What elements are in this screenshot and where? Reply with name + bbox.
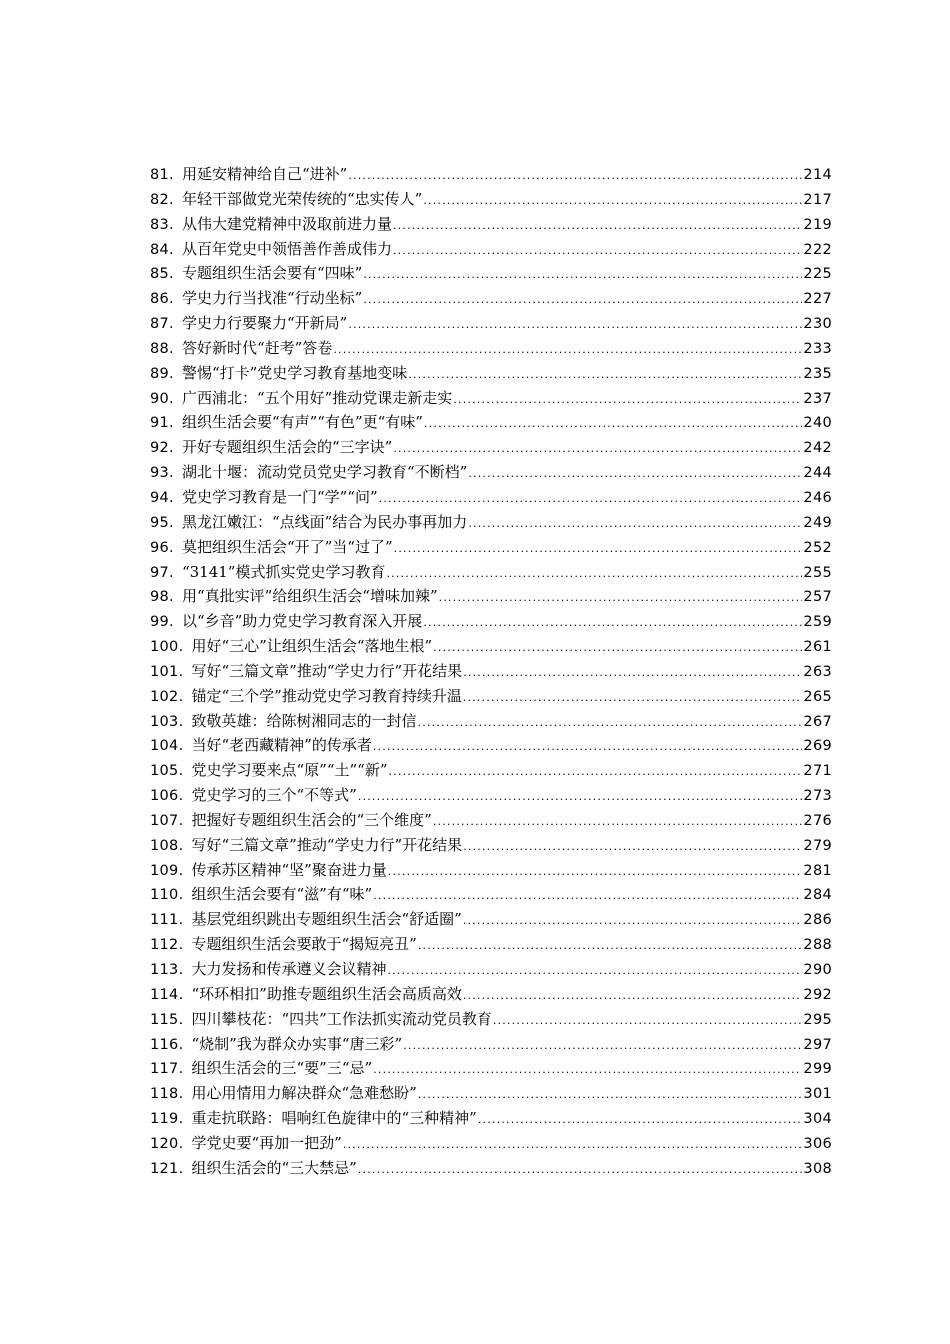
toc-entry-page-number: 263 [803,663,832,680]
toc-entry-number: 83. [150,216,174,233]
toc-entry-title: 组织生活会要“有声”“有色”更“有味” [181,413,423,432]
toc-entry-page-number: 273 [803,788,832,805]
toc-entry-page-number: 252 [803,539,832,556]
toc-entry[interactable] [150,1106,832,1131]
toc-entry[interactable] [150,1056,832,1081]
toc-entry-number: 120. [150,1135,184,1152]
toc-entry-title: 湖北十堰：流动党员党史学习教育“不断档” [181,463,468,482]
toc-entry-page-number: 242 [803,440,832,457]
toc-entry-number: 92. [150,440,174,457]
toc-dot-leader [418,934,803,959]
toc-entry-page-number: 286 [803,912,832,929]
toc-entry[interactable] [150,560,832,585]
toc-dot-leader [433,636,802,661]
toc-entry-page-number: 257 [803,589,832,606]
toc-dot-leader [468,512,802,537]
toc-entry-number: 97. [150,564,174,581]
toc-dot-leader [373,1058,802,1083]
toc-entry-number: 108. [150,837,184,854]
toc-entry-page-number: 261 [803,639,832,656]
toc-entry-number: 112. [150,937,184,954]
toc-dot-leader [394,537,803,562]
toc-entry[interactable] [150,709,832,734]
toc-dot-leader [358,1158,803,1183]
toc-dot-leader [333,338,802,363]
toc-entry-page-number: 214 [803,167,832,183]
toc-entry-number: 117. [150,1061,184,1078]
toc-entry-number: 99. [150,614,174,631]
toc-entry-title: 基层党组织跳出专题组织生活会“舒适圈” [191,910,462,929]
toc-entry-title: 专题组织生活会要有“四味” [181,264,363,283]
toc-dot-leader [389,760,803,785]
toc-dot-leader [388,959,803,984]
toc-dot-leader [393,214,802,239]
toc-entry-page-number: 271 [803,763,832,780]
toc-dot-leader [463,661,802,686]
toc-entry[interactable] [150,311,832,336]
toc-entry[interactable] [150,833,832,858]
toc-entry-number: 86. [150,291,174,308]
toc-entry-number: 95. [150,514,174,531]
toc-entry-page-number: 219 [803,216,832,233]
toc-dot-leader [393,437,802,462]
toc-entry-title: 从伟大建党精神中汲取前进力量 [181,214,392,233]
toc-entry[interactable] [150,162,832,187]
toc-entry-page-number: 237 [803,390,832,407]
toc-entry[interactable] [150,212,832,237]
toc-entry-title: 大力发扬和传承遵义会议精神 [191,960,387,978]
toc-entry-title: 写好“三篇文章”推动“学史力行”开花结果 [191,835,463,854]
toc-entry-page-number: 233 [803,340,832,357]
toc-entry-title: 党史学习教育是一门“学”“问” [181,487,378,506]
toc-entry-number: 109. [150,862,184,879]
toc-dot-leader [423,611,802,636]
toc-entry-title: 年轻干部做党光荣传统的“忠实传人” [181,189,423,208]
toc-entry[interactable] [150,932,832,957]
toc-entry[interactable] [150,609,832,634]
toc-entry[interactable] [150,808,832,833]
toc-dot-leader [343,1133,803,1158]
toc-entry-title: 学史力行当找准“行动坐标” [181,289,363,308]
toc-entry[interactable] [150,485,832,510]
toc-entry[interactable] [150,361,832,386]
toc-entry-title: 黑龙江嫩江：“点线面”结合为民办事再加力 [181,512,468,531]
toc-entry-title: 警惕“打卡”党史学习教育基地变味 [181,363,408,382]
toc-entry-title: 党史学习的三个“不等式” [191,786,357,805]
toc-entry-page-number: 292 [803,986,832,1003]
toc-dot-leader [379,487,803,512]
toc-entry[interactable] [150,1007,832,1032]
toc-entry[interactable] [150,187,832,212]
toc-entry-title: 以“乡音”助力党史学习教育深入开展 [181,612,423,631]
toc-entry-title: 学党史要“再加一把劲” [191,1133,342,1152]
toc-dot-leader [463,909,803,934]
toc-dot-leader [388,860,803,885]
toc-entry-title: 用心用情用力解决群众“急难愁盼” [191,1084,417,1103]
toc-entry-page-number: 269 [803,738,832,755]
toc-entry-page-number: 265 [803,688,832,705]
toc-entry-title: 党史学习要来点“原”“土”“新” [191,761,388,780]
toc-entry[interactable] [150,684,832,709]
toc-entry-page-number: 244 [803,465,832,482]
toc-entry-number: 85. [150,266,174,283]
toc-entry-title: “3141”模式抓实党史学习教育 [181,562,386,581]
toc-entry-page-number: 297 [803,1036,832,1053]
toc-entry-page-number: 306 [803,1135,832,1152]
toc-entry-title: 致敬英雄：给陈树湘同志的一封信 [191,711,417,730]
toc-dot-leader [433,810,803,835]
toc-entry-page-number: 281 [803,862,832,879]
toc-entry-title: 答好新时代“赶考”答卷 [181,338,333,357]
toc-entry-number: 114. [150,986,184,1003]
toc-entry-title: 传承苏区精神“坚”聚奋进力量 [191,860,387,879]
toc-dot-leader [418,1083,803,1108]
toc-entry-number: 102. [150,688,184,705]
toc-dot-leader [348,164,802,189]
toc-entry-number: 96. [150,539,174,556]
toc-dot-leader [424,412,802,437]
toc-entry[interactable] [150,957,832,982]
toc-dot-leader [408,363,802,388]
toc-dot-leader [358,785,803,810]
toc-entry-page-number: 295 [803,1011,832,1028]
toc-entry-number: 90. [150,390,174,407]
toc-entry-title: 重走抗联路：唱响红色旋律中的“三种精神” [191,1109,477,1128]
toc-entry-title: 用延安精神给自己“进补” [181,165,348,183]
toc-entry-number: 106. [150,788,184,805]
toc-entry-number: 111. [150,912,184,929]
toc-entry-title: 组织生活会的“三大禁忌” [191,1158,357,1177]
toc-entry-number: 115. [150,1011,184,1028]
toc-entry-number: 93. [150,465,174,482]
toc-entry[interactable] [150,882,832,907]
toc-entry-title: 把握好专题组织生活会的“三个维度” [191,810,432,829]
toc-entry-number: 91. [150,415,174,432]
toc-entry[interactable] [150,858,832,883]
toc-entry-page-number: 217 [803,191,832,208]
toc-dot-leader [468,462,802,487]
toc-entry[interactable] [150,1032,832,1057]
toc-entry-number: 94. [150,489,174,506]
toc-entry-number: 84. [150,241,174,258]
toc-entry-page-number: 267 [803,713,832,730]
toc-entry-number: 107. [150,812,184,829]
toc-entry-page-number: 279 [803,837,832,854]
toc-entry-title: 四川攀枝花：“四共”工作法抓实流动党员教育 [191,1009,492,1028]
toc-entry[interactable] [150,386,832,411]
toc-entry-number: 105. [150,763,184,780]
toc-dot-leader [348,313,802,338]
toc-entry-number: 121. [150,1160,184,1177]
toc-entry-title: 从百年党史中领悟善作善成伟力 [181,239,392,258]
toc-entry-page-number: 290 [803,962,832,978]
toc-entry-number: 89. [150,365,174,382]
toc-entry-number: 113. [150,962,184,978]
toc-entry[interactable] [150,982,832,1007]
toc-entry-title: 写好“三篇文章”推动“学史力行”开花结果 [191,661,463,680]
toc-dot-leader [439,586,803,611]
toc-entry-number: 119. [150,1111,184,1128]
toc-dot-leader [386,562,802,587]
toc-entry[interactable] [150,659,832,684]
toc-entry-title: 组织生活会要有“滋”有“味” [191,885,373,904]
toc-dot-leader [393,239,802,264]
toc-entry-title: 专题组织生活会要敢于“揭短亮丑” [191,935,417,954]
toc-entry[interactable] [150,634,832,659]
toc-entry-title: 开好专题组织生活会的“三字诀” [181,438,393,457]
toc-entry-page-number: 276 [803,812,832,829]
toc-entry-number: 101. [150,663,184,680]
toc-entry-page-number: 304 [803,1111,832,1128]
toc-entry[interactable] [150,783,832,808]
toc-entry-page-number: 230 [803,316,832,333]
toc-entry-page-number: 255 [803,564,832,581]
toc-entry-page-number: 308 [803,1160,832,1177]
toc-entry-page-number: 299 [803,1061,832,1078]
toc-entry-page-number: 235 [803,365,832,382]
toc-entry-page-number: 249 [803,514,832,531]
toc-entry-page-number: 246 [803,489,832,506]
toc-entry-number: 116. [150,1036,184,1053]
toc-entry-number: 98. [150,589,174,606]
toc-entry[interactable] [150,460,832,485]
toc-entry-number: 82. [150,191,174,208]
toc-dot-leader [373,884,802,909]
toc-entry-number: 81. [150,167,174,183]
toc-entry[interactable] [150,435,832,460]
toc-entry-title: 广西浦北：“五个用好”推动党课走新走实 [181,388,453,407]
toc-dot-leader [463,835,802,860]
toc-entry-page-number: 225 [803,266,832,283]
toc-entry[interactable] [150,535,832,560]
toc-dot-leader [493,1009,803,1034]
toc-entry[interactable] [150,1156,832,1181]
toc-entry-page-number: 259 [803,614,832,631]
toc-dot-leader [478,1108,803,1133]
toc-entry-page-number: 301 [803,1086,832,1103]
toc-entry[interactable] [150,510,832,535]
toc-dot-leader [418,711,803,736]
toc-entry[interactable] [150,286,832,311]
toc-entry-title: 学史力行要聚力“开新局” [181,314,348,333]
toc-entry-title: 莫把组织生活会“开了”当“过了” [181,537,393,556]
toc-dot-leader [453,388,802,413]
table-of-contents [150,162,832,1181]
toc-entry[interactable] [150,410,832,435]
toc-entry-title: 组织生活会的三“要”三“忌” [191,1059,373,1078]
toc-dot-leader [423,189,802,214]
toc-entry[interactable] [150,1131,832,1156]
toc-dot-leader [363,263,802,288]
toc-entry[interactable] [150,336,832,361]
toc-entry-page-number: 284 [803,887,832,904]
toc-entry-page-number: 222 [803,241,832,258]
toc-entry-number: 110. [150,887,184,904]
toc-entry[interactable] [150,261,832,286]
toc-entry-number: 103. [150,713,184,730]
toc-entry-number: 87. [150,316,174,333]
toc-dot-leader [363,288,802,313]
toc-entry-title: “烧制”我为群众办实事“唐三彩” [191,1034,403,1053]
toc-entry-title: 锚定“三个学”推动党史学习教育持续升温 [191,686,462,705]
toc-dot-leader [463,686,803,711]
toc-entry-page-number: 288 [803,937,832,954]
toc-entry-page-number: 227 [803,291,832,308]
toc-dot-leader [463,984,803,1009]
toc-dot-leader [403,1034,802,1059]
toc-entry-number: 118. [150,1086,184,1103]
toc-entry[interactable] [150,584,832,609]
toc-entry-title: 当好“老西藏精神”的传承者 [191,736,372,755]
toc-entry[interactable] [150,733,832,758]
toc-entry-number: 88. [150,340,174,357]
toc-entry[interactable] [150,758,832,783]
toc-entry[interactable] [150,907,832,932]
toc-entry[interactable] [150,237,832,262]
toc-entry-number: 100. [150,639,184,656]
toc-entry-title: “环环相扣”助推专题组织生活会高质高效 [191,984,462,1003]
toc-dot-leader [373,735,803,760]
toc-entry-number: 104. [150,738,184,755]
toc-entry-page-number: 240 [803,415,832,432]
toc-entry-title: 用“真批实评”给组织生活会“增味加辣” [181,587,438,606]
toc-entry[interactable] [150,1081,832,1106]
toc-entry-title: 用好“三心”让组织生活会“落地生根” [191,637,433,656]
